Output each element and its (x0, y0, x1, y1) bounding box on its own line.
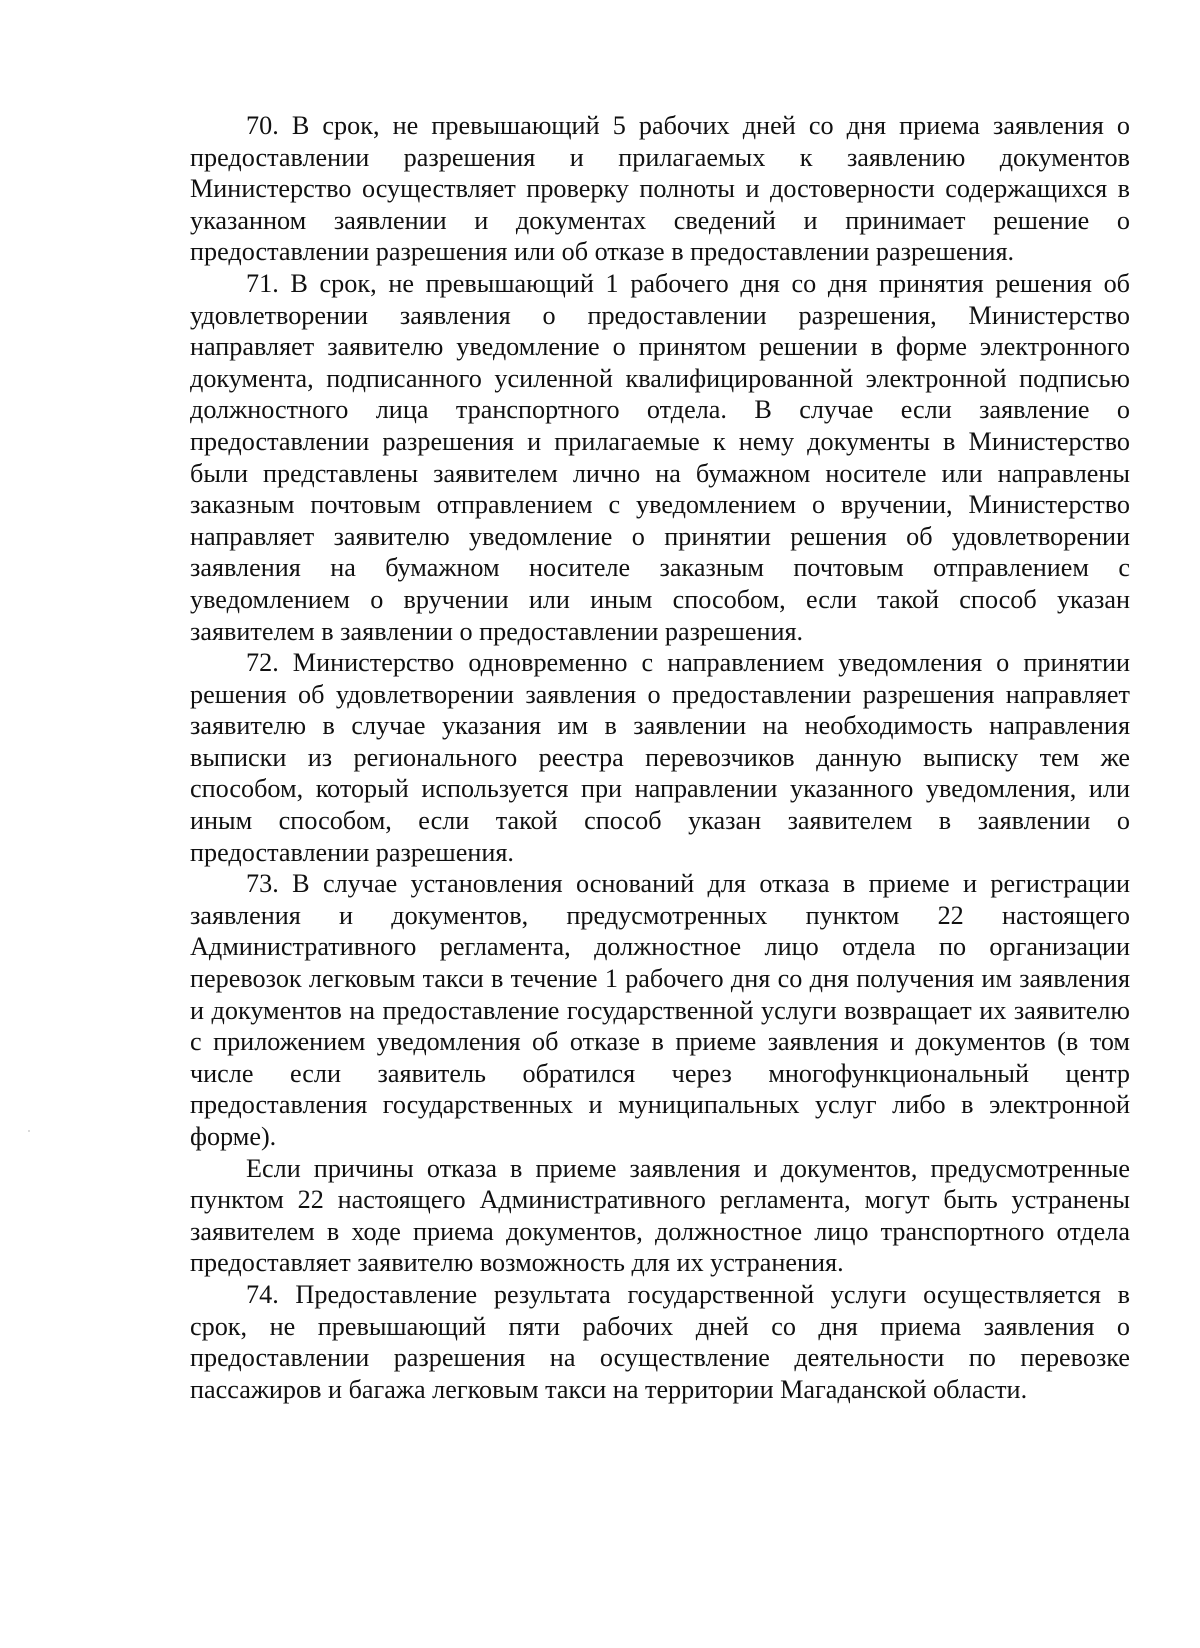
scan-artifact (28, 1130, 30, 1132)
paragraph-74: 74. Предоставление результата государственной услуги осуществляется в срок, не превышающий пяти рабочих дней со дня приема заявления о предоставлении разрешения на осуществление деятельности по перевозке пассажиров и багажа легковым такси на территории Магаданской области. (190, 1279, 1130, 1404)
paragraph-72: 72. Министерство одновременно с направлением уведомления о принятии решения об удовлетворении заявления о предоставлении разрешения направляет заявителю в случае указания им в заявлении на необходимость направления выписки из регионального реестра перевозчиков данную выписку тем же способом, который используется при направлении указанного уведомления, или иным способом, если такой способ указан заявителем в заявлении о предоставлении разрешения. (190, 648, 1130, 867)
paragraph-73-continuation: Если причины отказа в приеме заявления и документов, предусмотренные пунктом 22 настоящего Административного регламента, могут быть устранены заявителем в ходе приема документов, должностное лицо транспортного отдела предоставляет заявителю возможность для их устранения. (190, 1153, 1130, 1278)
paragraph-71: 71. В срок, не превышающий 1 рабочего дня со дня принятия решения об удовлетворении заявления о предоставлении разрешения, Министерство направляет заявителю уведомление о принятом решении в форме электронного документа, подписанного усиленной квалифицированной электронной подписью должностного лица транспортного отдела. В случае если заявление о предоставлении разрешения и прилагаемые к нему документы в Министерство были представлены заявителем лично на бумажном носителе или направлены заказным почтовым отправлением с уведомлением о вручении, Министерство направляет заявителю уведомление о принятии решения об удовлетворении заявления на бумажном носителе заказным почтовым отправлением с уведомлением о вручении или иным способом, если такой способ указан заявителем в заявлении о предоставлении разрешения. (190, 268, 1130, 646)
paragraph-70: 70. В срок, не превышающий 5 рабочих дней со дня приема заявления о предоставлении разрешения и прилагаемых к заявлению документов Министерство осуществляет проверку полноты и достоверности содержащихся в указанном заявлении и документах сведений и принимает решение о предоставлении разрешения или об отказе в предоставлении разрешения. (190, 111, 1130, 267)
document-body (190, 110, 1130, 1405)
paragraph-73: 73. В случае установления оснований для отказа в приеме и регистрации заявления и документов, предусмотренных пунктом 22 настоящего Административного регламента, должностное лицо отдела по организации перевозок легковым такси в течение 1 рабочего дня со дня получения им заявления и документов на предоставление государственной услуги возвращает их заявителю с приложением уведомления об отказе в приеме заявления и документов (в том числе если заявитель обратился через многофункциональный центр предоставления государственных и муниципальных услуг либо в электронной форме). (190, 869, 1130, 1151)
